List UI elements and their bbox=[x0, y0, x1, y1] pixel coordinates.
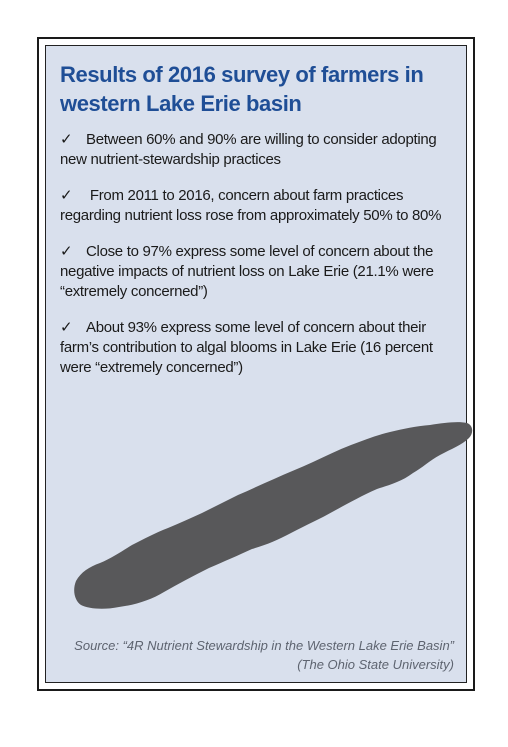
bullet-text: About 93% express some level of concern about their farm’s contribution to algal blooms in Lake Erie (16 percent were “extremely concerned”) bbox=[60, 319, 433, 376]
bullet-text: Between 60% and 90% are willing to consider adopting new nutrient-stewardship practices bbox=[60, 131, 437, 168]
checkmark-icon: ✓ bbox=[60, 319, 73, 336]
bullet-text: From 2011 to 2016, concern about farm practices regarding nutrient loss rose from approximately 50% to 80% bbox=[60, 187, 442, 224]
infographic-panel bbox=[45, 45, 467, 683]
bullet-item bbox=[60, 318, 464, 378]
infographic-title: Results of 2016 survey of farmers in western Lake Erie basin bbox=[60, 62, 424, 116]
bullet-item bbox=[60, 130, 464, 170]
infographic-frame bbox=[37, 37, 475, 691]
checkmark-icon: ✓ bbox=[60, 187, 73, 204]
lake-erie-silhouette bbox=[72, 421, 478, 611]
bullet-item bbox=[60, 186, 464, 226]
bullet-list bbox=[60, 130, 464, 394]
source-citation: Source: “4R Nutrient Stewardship in the Western Lake Erie Basin” (The Ohio State University) bbox=[74, 638, 454, 672]
lake-erie-shape bbox=[74, 422, 472, 609]
bullet-text: Close to 97% express some level of concern about the negative impacts of nutrient loss on Lake Erie (21.1% were “extremely concerned”) bbox=[60, 243, 434, 300]
checkmark-icon: ✓ bbox=[60, 243, 73, 260]
checkmark-icon: ✓ bbox=[60, 131, 73, 148]
bullet-item bbox=[60, 242, 464, 302]
